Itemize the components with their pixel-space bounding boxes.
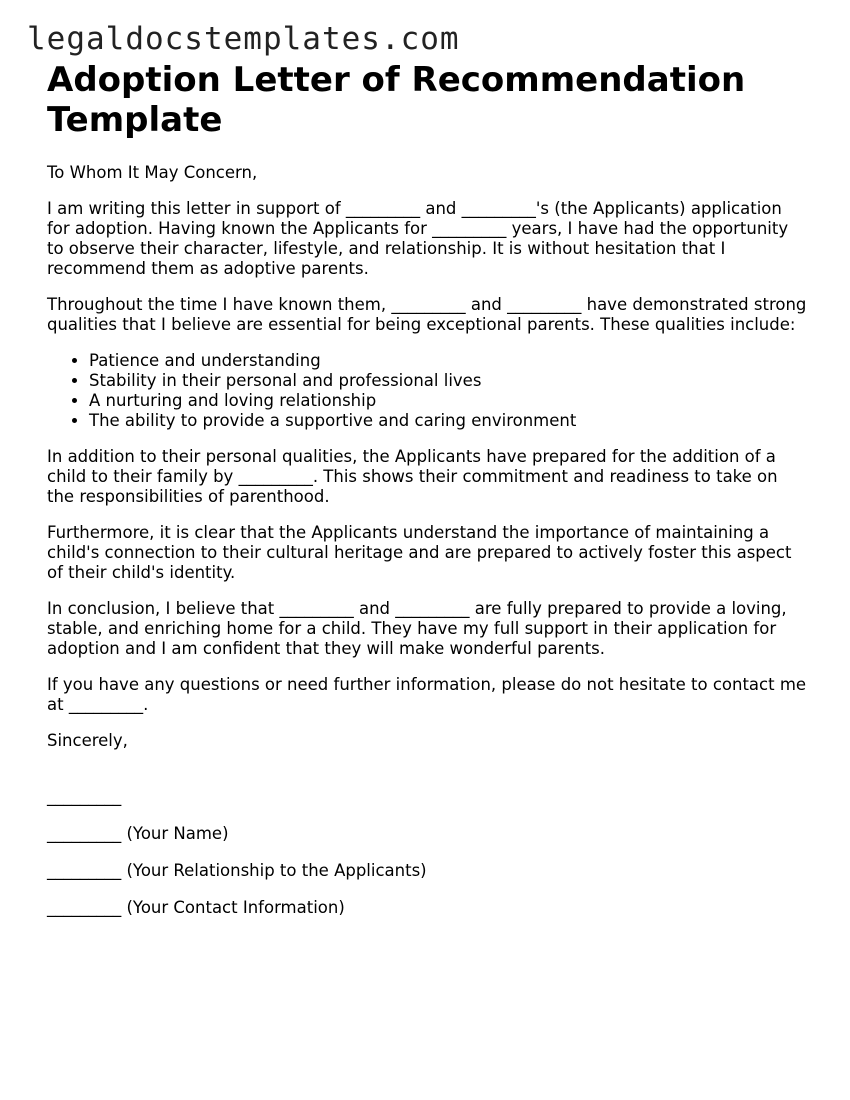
paragraph-conclusion: In conclusion, I believe that _________ and _________ are fully prepared to provide a loving, stable, and enriching home for a child. They have my full support in their application for adoption and I am confident that they will make wonderful parents. [47, 599, 787, 658]
signature-line: _________ [47, 787, 122, 806]
salutation: To Whom It May Concern, [47, 163, 258, 182]
qualities-list [47, 351, 807, 431]
list-item: • The ability to provide a supportive and caring environment [89, 411, 807, 431]
letter-document [47, 60, 807, 935]
list-item: • Stability in their personal and professional lives [89, 371, 807, 391]
signature-space [47, 767, 807, 787]
paragraph-cultural-heritage: Furthermore, it is clear that the Applicants understand the importance of maintaining a child's connection to their cultural heritage and are prepared to actively foster this aspect of their child's identity. [47, 523, 792, 582]
paragraph-support: I am writing this letter in support of _________ and _________'s (the Applicants) application for adoption. Having known the Applicants for _________ years, I have had the opportunity to observe their character, lifestyle, and relationship. It is without hesitation that I recommend them as adoptive parents. [47, 199, 789, 278]
signature-contact: _________ (Your Contact Information) [47, 898, 345, 917]
closing: Sincerely, [47, 731, 128, 750]
list-item: • Patience and understanding [89, 351, 807, 371]
list-item: • A nurturing and loving relationship [89, 391, 807, 411]
paragraph-contact: If you have any questions or need further information, please do not hesitate to contact me at _________. [47, 675, 807, 714]
page-title: Adoption Letter of Recommendation Template [47, 60, 746, 140]
paragraph-preparation: In addition to their personal qualities, the Applicants have prepared for the addition of a child to their family by _________. This shows their commitment and readiness to take on the responsibilities of parenthood. [47, 447, 778, 506]
signature-relationship: _________ (Your Relationship to the Applicants) [47, 861, 427, 880]
watermark-text: legaldocstemplates.com [27, 21, 460, 57]
signature-name: _________ (Your Name) [47, 824, 229, 843]
paragraph-qualities-intro: Throughout the time I have known them, _________ and _________ have demonstrated strong qualities that I believe are essential for being exceptional parents. These qualities include: [47, 295, 807, 334]
